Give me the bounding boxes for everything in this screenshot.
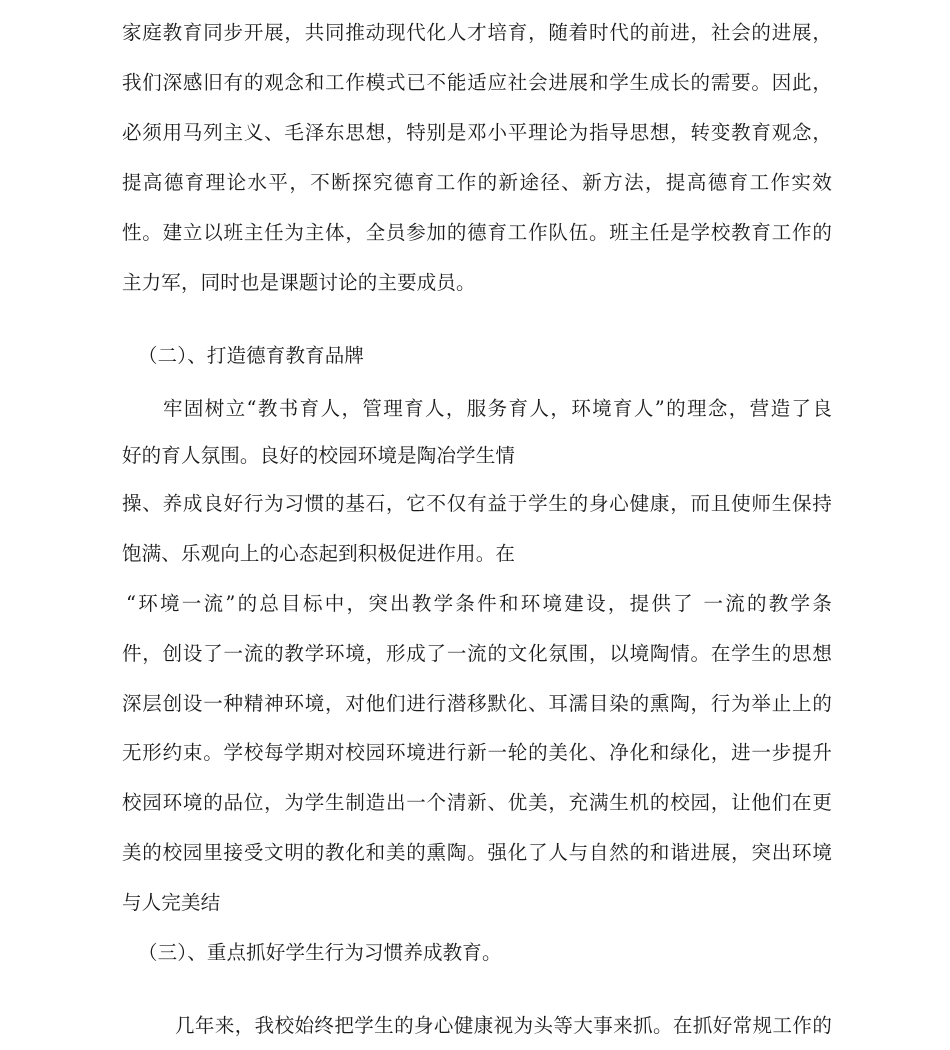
text-line: 深层创设一种精神环境，对他们进行潜移默化、耳濡目染的熏陶，行为举止上的 bbox=[122, 692, 832, 715]
text-line: 提高德育理论水平，不断探究德育工作的新途径、新方法，提高德育工作实效 bbox=[122, 171, 832, 194]
text-line: 美的校园里接受文明的教化和美的熏陶。强化了人与自然的和谐进展，突出环境 bbox=[122, 841, 832, 864]
text-line: 性。建立以班主任为主体，全员参加的德育工作队伍。班主任是学校教育工作的 bbox=[122, 221, 832, 244]
text-line: 主力军，同时也是课题讨论的主要成员。 bbox=[122, 271, 476, 294]
text-line: 与人完美结 bbox=[122, 891, 221, 914]
section-heading-2: （二）、打造德育教育品牌 bbox=[138, 344, 365, 367]
text-line: 家庭教育同步开展，共同推动现代化人才培育，随着时代的前进，社会的进展， bbox=[122, 21, 832, 44]
text-line: 好的育人氛围。良好的校园环境是陶冶学生情 bbox=[122, 444, 516, 467]
text-line: 无形约束。学校每学期对校园环境进行新一轮的美化、净化和绿化，进一步提升 bbox=[122, 741, 832, 764]
text-line: 饱满、乐观向上的心态起到积极促进作用。在 bbox=[122, 542, 516, 565]
text-line: “环境一流”的总目标中，突出教学条件和环境建设，提供了 一流的教学条 bbox=[126, 592, 832, 615]
section-heading-3: （三）、重点抓好学生行为习惯养成教育。 bbox=[138, 941, 502, 964]
text-line: 校园环境的品位，为学生制造出一个清新、优美，充满生机的校园，让他们在更 bbox=[122, 791, 832, 814]
text-line: 操、养成良好行为习惯的基石，它不仅有益于学生的身心健康，而且使师生保持 bbox=[122, 492, 832, 515]
text-line: 我们深感旧有的观念和工作模式已不能适应社会进展和学生成长的需要。因此， bbox=[122, 71, 832, 94]
text-line: 必须用马列主义、毛泽东思想，特别是邓小平理论为指导思想，转变教育观念， bbox=[122, 121, 832, 144]
text-line: 几年来，我校始终把学生的身心健康视为头等大事来抓。在抓好常规工作的 bbox=[175, 1014, 832, 1037]
text-line: 件，创设了一流的教学环境，形成了一流的文化氛围，以境陶情。在学生的思想 bbox=[122, 642, 832, 665]
text-line: 牢固树立“教书育人，管理育人，服务育人，环境育人”的理念，营造了良 bbox=[163, 397, 832, 420]
